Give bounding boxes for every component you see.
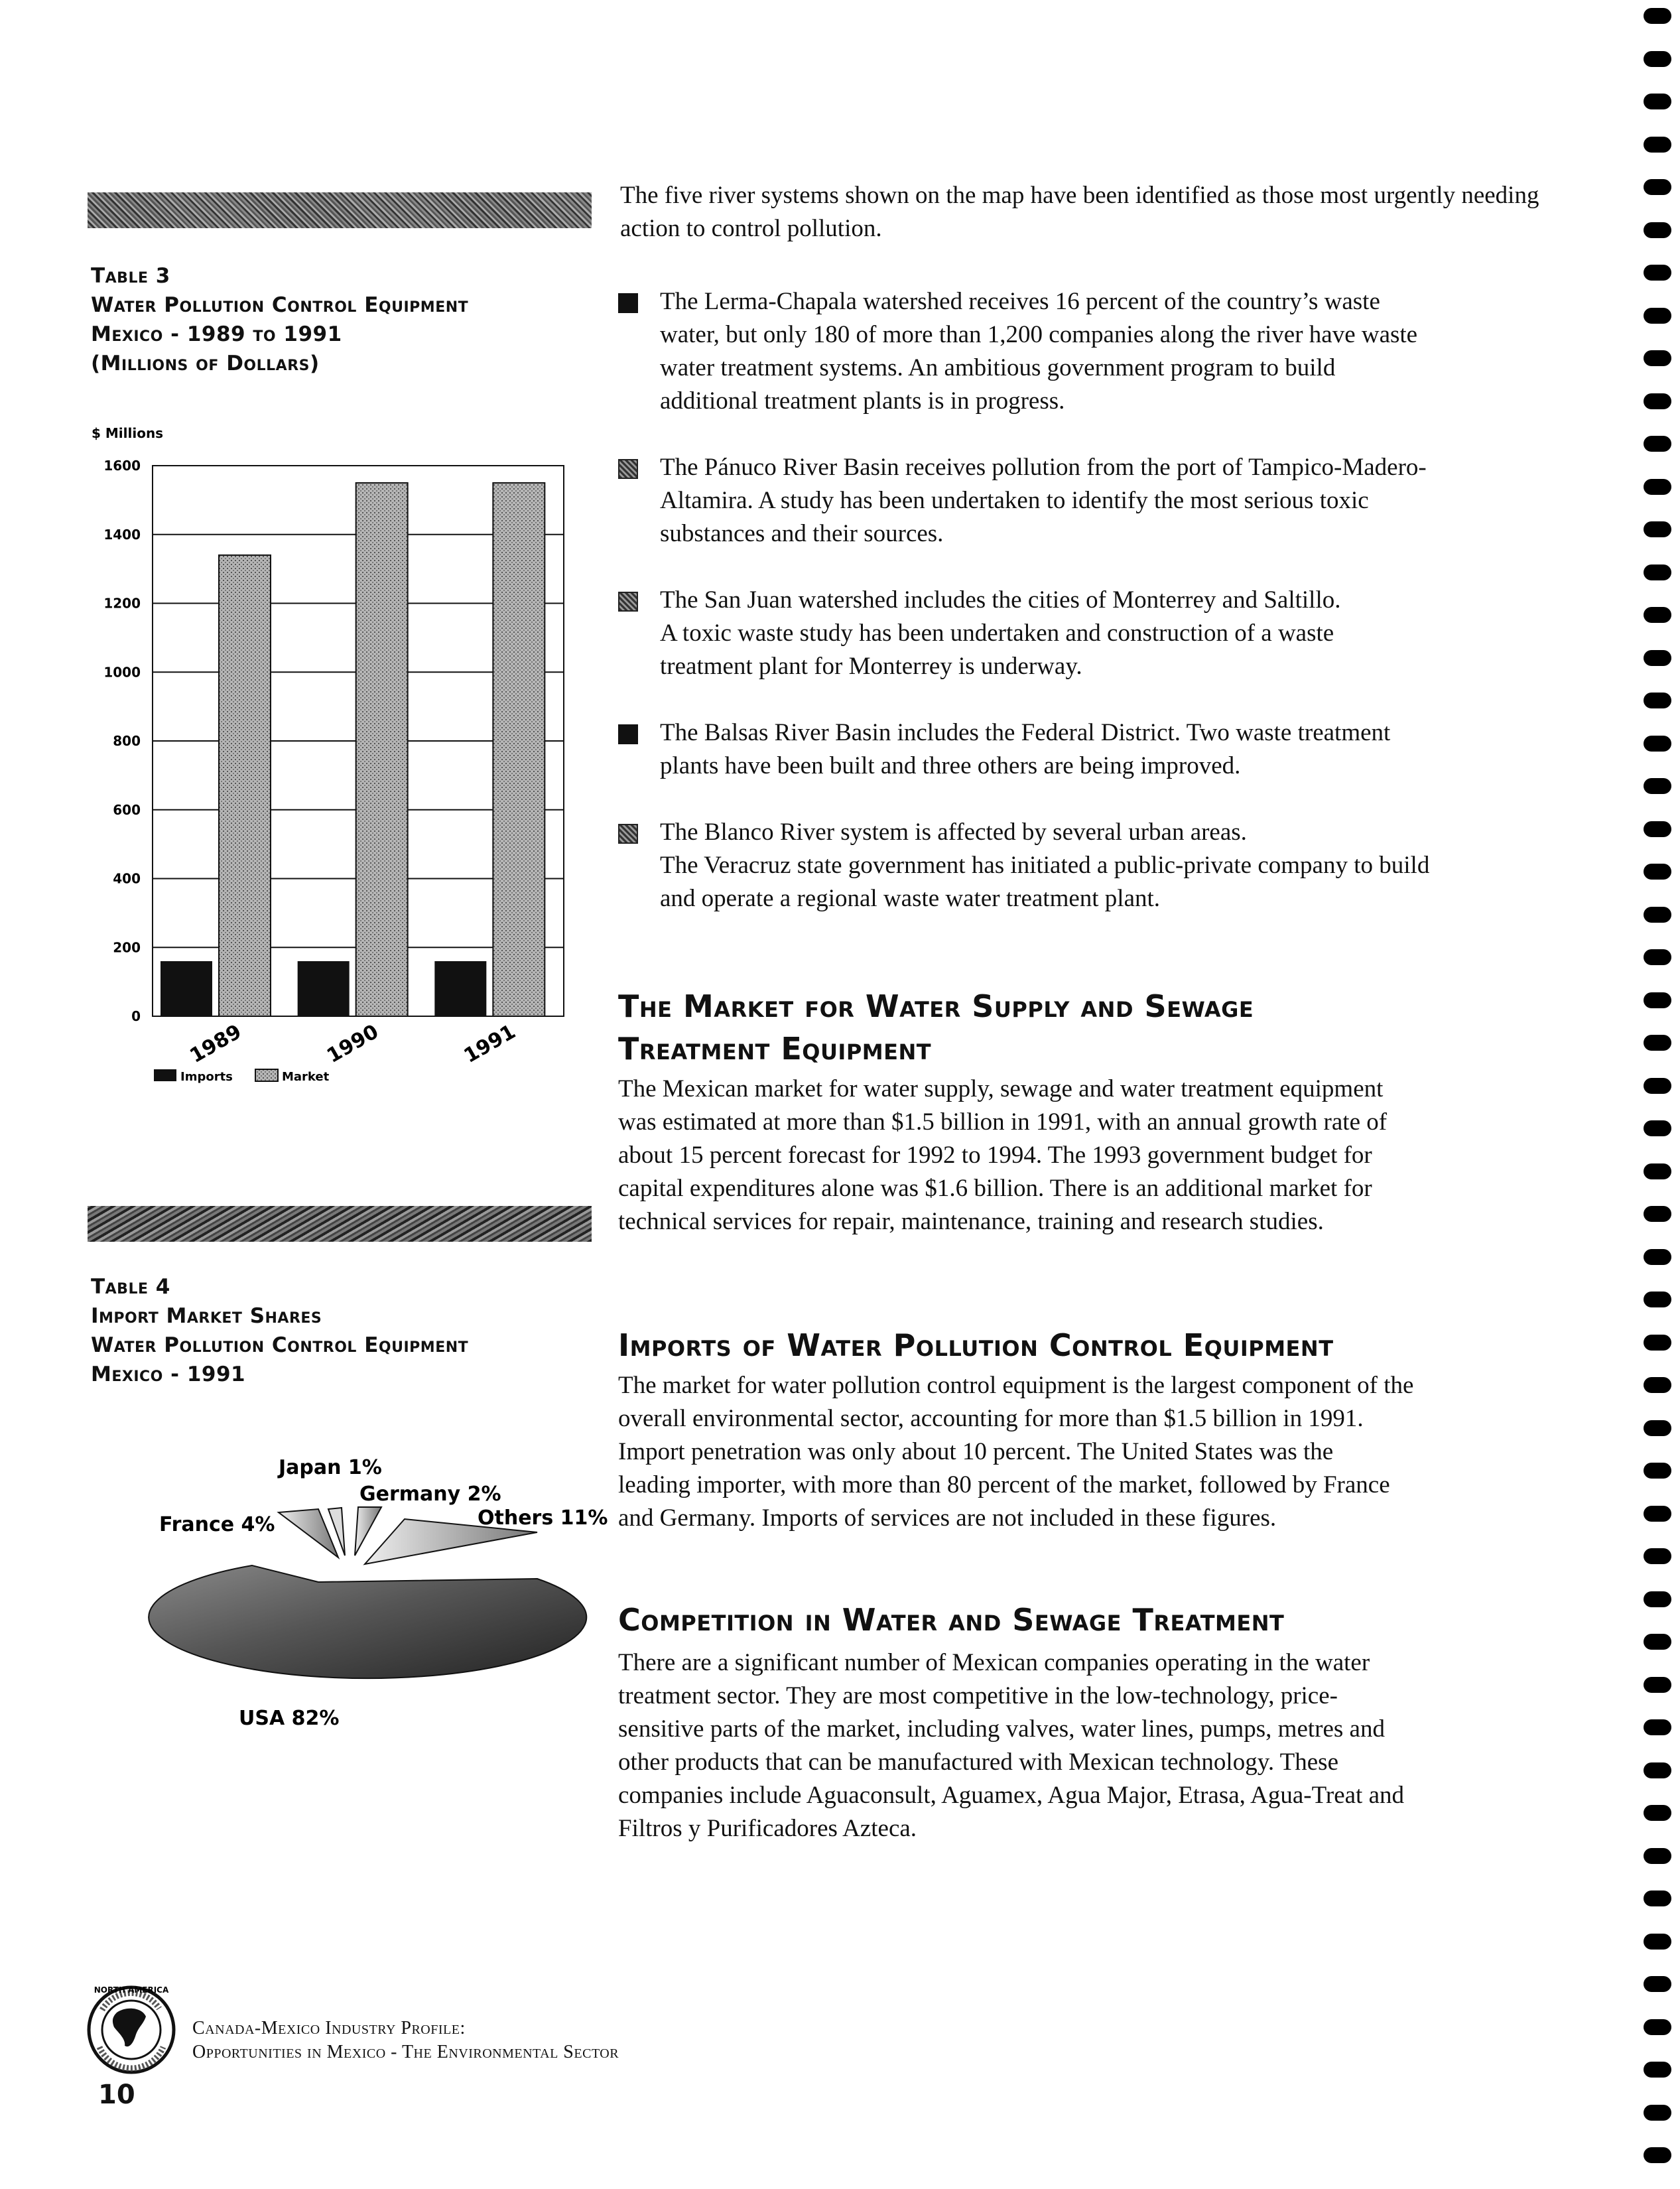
binding-ring [1644,2019,1671,2035]
bullet-line: substances and their sources. [660,520,944,547]
pie-slice-france [279,1509,338,1558]
pie-slice-germany [355,1507,381,1556]
table3-title-line: Table 3 [91,264,170,288]
logo-ring-text: NORTH AMERICA [94,1985,169,1995]
table4-title [91,1272,468,1389]
binding-ring [1644,821,1671,837]
section1-line: technical services for repair, maintenance, training and research studies. [618,1208,1324,1235]
bullet-square-icon [618,724,638,744]
bullet-line: The Balsas River Basin includes the Federal District. Two waste treatment [660,719,1391,746]
bullet-square-icon [618,293,638,313]
table3-bar-chart [80,425,597,1094]
binding-ring [1644,1677,1671,1693]
bar-market [493,483,545,1016]
binding-ring [1644,1890,1671,1906]
legend-swatch-market [255,1069,278,1081]
bullet-line: Altamira. A study has been undertaken to identify the most serious toxic [660,487,1369,514]
binding-ring [1644,1463,1671,1479]
section3-line: companies include Aguaconsult, Aguamex, Agua Major, Etrasa, Agua-Treat and [618,1782,1404,1809]
section3-line: There are a significant number of Mexican companies operating in the water [618,1649,1370,1676]
section3-line: sensitive parts of the market, including valves, water lines, pumps, metres and [618,1715,1385,1743]
table4-title-line: Import Market Shares [91,1304,322,1328]
section1-line: capital expenditures alone was $1.6 billion. There is an additional market for [618,1175,1372,1202]
binding-ring [1644,1206,1671,1222]
table3-title-line: Mexico - 1989 to 1991 [91,322,342,346]
table4-title-line: Water Pollution Control Equipment [91,1333,469,1357]
binding-ring [1644,1035,1671,1051]
binding-ring [1644,8,1671,24]
x-tick-label: 1989 [186,1020,246,1068]
bar-imports [298,961,350,1016]
bullet-line: The Blanco River system is affected by several urban areas. [660,819,1247,846]
intro-paragraph: The five river systems shown on the map have been identified as those most urgently needing action to control pollution. [620,182,1539,242]
pie-label-germany: Germany 2% [359,1483,501,1506]
page-number: 10 [98,2080,135,2110]
binding-ring [1644,179,1671,195]
table4-title-line: Mexico - 1991 [91,1362,246,1386]
pie-label-usa: USA 82% [239,1707,340,1730]
pie-label-japan: Japan 1% [279,1456,382,1479]
y-tick-label: 800 [113,733,141,749]
north-america-logo [85,1983,178,2076]
bullet-line: The Veracruz state government has initiated a public-private company to build [660,852,1430,879]
y-tick-label: 1600 [103,458,141,474]
binding-ring [1644,94,1671,109]
binding-ring [1644,1249,1671,1265]
binding-ring [1644,736,1671,752]
table3-header-bar [88,192,592,228]
binding-ring [1644,479,1671,495]
binding-ring [1644,1634,1671,1650]
bar-imports [434,961,486,1016]
bullet-line: The Lerma-Chapala watershed receives 16 percent of the country’s waste [660,288,1380,315]
section1-line: The Mexican market for water supply, sewage and water treatment equipment [618,1075,1384,1102]
section2-line: leading importer, with more than 80 percent of the market, followed by France [618,1471,1390,1498]
binding-ring [1644,137,1671,153]
x-tick-label: 1991 [460,1020,520,1068]
y-tick-label: 600 [113,801,141,818]
binding-ring [1644,864,1671,880]
binding-ring [1644,778,1671,794]
binding-ring [1644,1163,1671,1179]
binding-ring [1644,1591,1671,1607]
binding-ring [1644,564,1671,580]
binding-ring [1644,992,1671,1008]
bar-market [356,483,408,1016]
y-tick-label: 400 [113,870,141,887]
binding-ring [1644,1934,1671,1950]
section1-line: was estimated at more than $1.5 billion in 1991, with an annual growth rate of [618,1108,1388,1136]
binding-ring [1644,2105,1671,2121]
bullet-square-icon [618,459,638,479]
binding-ring [1644,1548,1671,1564]
section3-line: treatment sector. They are most competitive in the low-technology, price- [618,1682,1338,1709]
bullet-line: water treatment systems. An ambitious government program to build [660,354,1336,381]
binding-ring [1644,1420,1671,1436]
binding-ring [1644,1719,1671,1735]
legend-swatch-imports [154,1069,176,1081]
binding-ring [1644,693,1671,708]
binding-ring [1644,2147,1671,2163]
bullet-line: The Pánuco River Basin receives pollution from the port of Tampico-Madero- [660,454,1427,481]
section3-heading: Competition in Water and Sewage Treatment [618,1602,1285,1638]
binding-ring [1644,350,1671,366]
y-axis-label: $ Millions [92,425,164,441]
footer-title [192,2017,619,2064]
binding-ring [1644,1377,1671,1393]
section2-paragraph [618,1369,1413,1535]
binding-ring [1644,949,1671,965]
section1-line: about 15 percent forecast for 1992 to 1994. The 1993 government budget for [618,1142,1372,1169]
binding-ring [1644,1078,1671,1094]
section3-line: Filtros y Purificadores Azteca. [618,1815,917,1842]
binding-ring [1644,265,1671,281]
x-tick-label: 1990 [323,1020,383,1068]
y-tick-label: 1000 [103,664,141,681]
pie-label-others: Others 11% [478,1506,608,1530]
binding-ring [1644,1292,1671,1307]
bullet-text [660,451,1427,551]
section3-paragraph [618,1646,1404,1845]
table3-title [91,261,468,378]
binding-ring [1644,907,1671,923]
pie-slice-usa [149,1565,586,1678]
bar-imports [161,961,212,1016]
binding-ring [1644,222,1671,238]
section1-heading-line: The Market for Water Supply and Sewage [618,988,1254,1024]
bullet-text [660,716,1390,783]
bullet-line: and operate a regional waste water treatment plant. [660,885,1161,912]
y-tick-label: 1400 [103,526,141,543]
binding-ring [1644,51,1671,67]
section1-paragraph [618,1073,1387,1238]
bullet-line: water, but only 180 of more than 1,200 companies along the river have waste [660,321,1418,348]
y-tick-label: 1200 [103,595,141,612]
y-tick-label: 200 [113,939,141,956]
section3-line: other products that can be manufactured with Mexican technology. These [618,1749,1338,1776]
binding-ring [1644,1120,1671,1136]
bar-market [219,555,271,1016]
binding-ring [1644,1762,1671,1778]
binding-ring [1644,2062,1671,2078]
bullet-square-icon [618,592,638,612]
binding-ring [1644,1335,1671,1351]
section2-line: and Germany. Imports of services are not included in these figures. [618,1504,1277,1532]
table3-title-line: (Millions of Dollars) [91,352,320,375]
section2-line: The market for water pollution control equipment is the largest component of the [618,1372,1414,1399]
table3-title-line: Water Pollution Control Equipment [91,293,469,317]
table4-pie-chart [80,1446,610,1778]
section2-line: overall environmental sector, accounting for more than $1.5 billion in 1991. [618,1405,1364,1432]
y-tick-label: 0 [131,1008,141,1024]
bullet-text [660,584,1340,683]
binding-ring [1644,1805,1671,1821]
bullet-text [660,816,1429,915]
bullet-line: A toxic waste study has been undertaken and construction of a waste [660,620,1334,647]
bullet-line: treatment plant for Monterrey is underway. [660,653,1082,680]
section1-heading [618,985,1254,1070]
bullet-text [660,285,1417,418]
table4-header-bar [88,1206,592,1242]
legend-label-imports: Imports [180,1070,233,1084]
binding-ring [1644,521,1671,537]
pie-label-france: France 4% [159,1513,275,1536]
binding-ring [1644,607,1671,623]
table4-title-line: Table 4 [91,1275,170,1299]
bullet-line: plants have been built and three others are being improved. [660,752,1241,779]
binding-ring [1644,650,1671,666]
legend-label-market: Market [282,1070,330,1084]
section2-line: Import penetration was only about 10 percent. The United States was the [618,1438,1334,1465]
footer-line-1: Canada-Mexico Industry Profile: [192,2018,466,2038]
binding-ring [1644,393,1671,409]
footer-line-2: Opportunities in Mexico - The Environmental Sector [192,2042,619,2062]
binding-ring [1644,1506,1671,1522]
binding-ring [1644,436,1671,452]
binding-ring [1644,308,1671,324]
binding-ring [1644,1976,1671,1992]
bullet-square-icon [618,824,638,844]
section1-heading-line: Treatment Equipment [618,1031,932,1067]
binding-ring [1644,1848,1671,1864]
section2-heading: Imports of Water Pollution Control Equipment [618,1327,1334,1363]
bullet-line: additional treatment plants is in progress. [660,387,1065,415]
bullet-line: The San Juan watershed includes the cities of Monterrey and Saltillo. [660,586,1341,614]
